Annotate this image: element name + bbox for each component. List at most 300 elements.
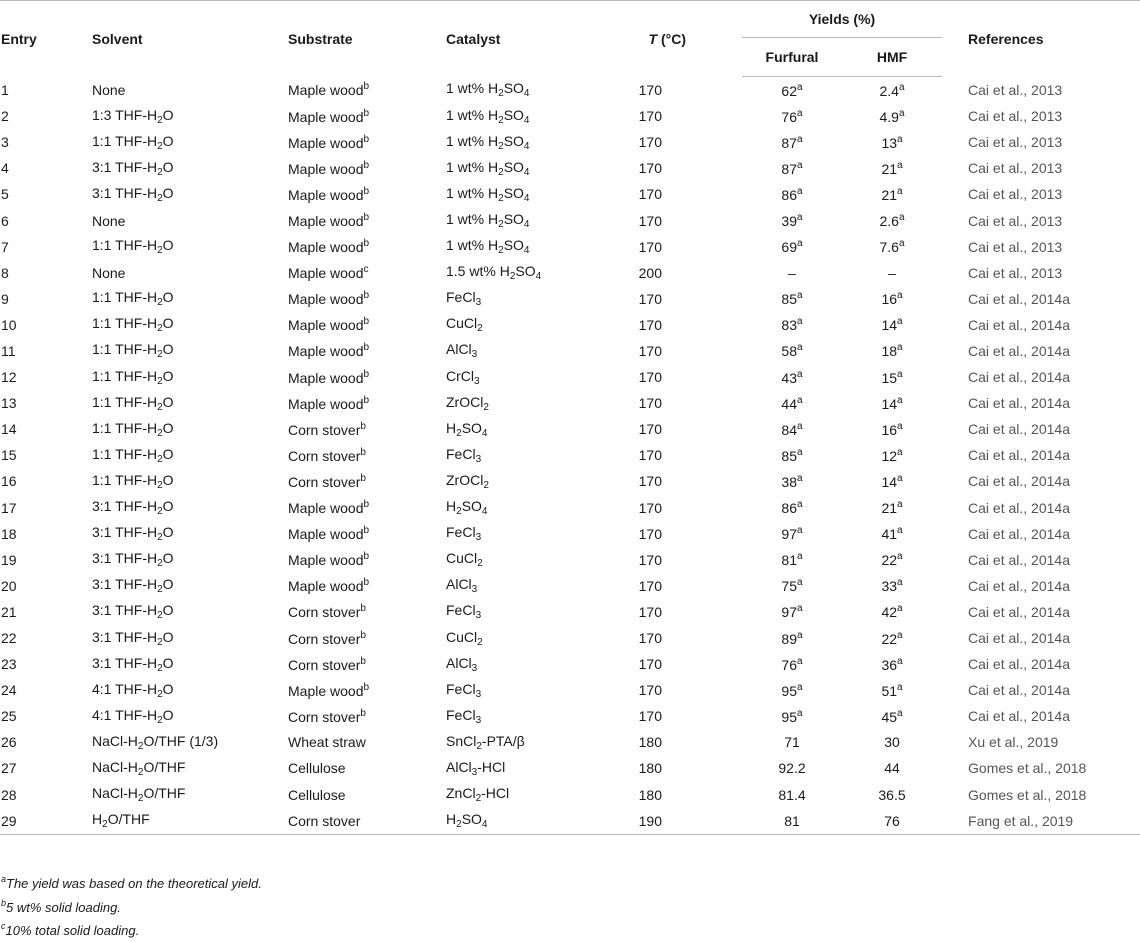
solvent-text: NaCl-H	[92, 732, 138, 749]
substrate-footnote-mark: b	[363, 316, 370, 328]
cell-entry: 27	[1, 760, 17, 777]
catalyst-subscript: 2	[477, 558, 483, 570]
catalyst-subscript: 4	[523, 140, 530, 152]
cell-hmf	[842, 129, 942, 155]
solvent-text: None	[92, 264, 126, 281]
cell-temperature: 170	[638, 682, 662, 699]
catalyst-tail: -PTA/β	[481, 732, 525, 749]
catalyst-tail: SO	[503, 132, 524, 149]
solvent-subscript: 2	[157, 453, 163, 465]
furfural-value: 44	[781, 395, 797, 412]
catalyst-subscript: 2	[498, 114, 504, 126]
catalyst-subscript: 3	[474, 375, 480, 387]
catalyst-tail: SO	[503, 158, 524, 175]
cell-entry: 10	[1, 316, 17, 333]
cell-furfural	[742, 468, 842, 494]
solvent-text: 3:1 THF-H	[92, 158, 158, 175]
solvent-tail: O	[162, 315, 174, 332]
hmf-value: 4.9	[879, 108, 899, 125]
substrate-text: Corn stover	[288, 630, 361, 647]
solvent-tail: O	[162, 576, 174, 593]
table-row	[0, 103, 1140, 129]
substrate-text: Corn stover	[288, 447, 361, 464]
catalyst-subscript: 2	[477, 323, 483, 335]
cell-reference: Cai et al., 2014a	[968, 369, 1070, 386]
cell-entry: 3	[1, 134, 9, 151]
cell-furfural	[742, 234, 842, 260]
furfural-footnote-mark: a	[797, 420, 803, 432]
catalyst-tail: SO	[515, 263, 536, 280]
cell-temperature: 170	[638, 525, 662, 542]
solvent-subscript: 2	[157, 323, 163, 335]
furfural-footnote-mark: a	[797, 577, 803, 589]
catalyst-subscript: 2	[456, 819, 462, 831]
furfural-footnote-mark: a	[797, 81, 803, 93]
furfural-value: 84	[781, 421, 797, 438]
cell-hmf	[842, 729, 942, 755]
cell-temperature: 170	[638, 395, 662, 412]
cell-hmf	[842, 755, 942, 781]
cell-temperature: 170	[638, 108, 662, 125]
solvent-text: 3:1 THF-H	[92, 654, 158, 671]
substrate-footnote-mark: b	[363, 212, 370, 224]
furfural-value: 62	[781, 82, 797, 99]
furfural-value: 38	[781, 473, 797, 490]
solvent-text: 4:1 THF-H	[92, 680, 158, 697]
temp-symbol: T	[648, 30, 658, 47]
cell-entry: 17	[1, 499, 17, 516]
furfural-footnote-mark: a	[797, 707, 803, 719]
catalyst-subscript: 2	[498, 219, 504, 231]
hmf-value: 15	[881, 369, 898, 386]
cell-substrate	[288, 521, 446, 547]
hmf-footnote-mark: a	[897, 159, 903, 171]
catalyst-text: FeCl	[446, 706, 476, 723]
substrate-text: Maple wood	[288, 369, 364, 386]
substrate-text: Maple wood	[288, 291, 364, 308]
furfural-footnote-mark: a	[797, 472, 803, 484]
cell-catalyst	[446, 547, 586, 573]
cell-catalyst	[446, 599, 586, 625]
cell-substrate	[288, 207, 446, 233]
cell-entry: 22	[1, 630, 17, 647]
cell-catalyst	[446, 77, 586, 104]
furfural-footnote-mark: a	[797, 525, 803, 537]
cell-hmf	[842, 390, 942, 416]
catalyst-text: ZrOCl	[446, 393, 484, 410]
cell-reference: Cai et al., 2013	[968, 134, 1063, 151]
hmf-value: 36.5	[878, 786, 906, 803]
cell-solvent	[92, 364, 288, 390]
solvent-subscript: 2	[157, 140, 163, 152]
cell-hmf	[842, 625, 942, 651]
hmf-footnote-mark: a	[897, 551, 903, 563]
cell-catalyst	[446, 260, 586, 286]
cell-solvent	[92, 677, 288, 703]
cell-solvent	[92, 103, 288, 129]
catalyst-text: CuCl	[446, 315, 478, 332]
cell-reference: Xu et al., 2019	[968, 734, 1059, 751]
catalyst-subscript: 4	[523, 192, 530, 204]
cell-furfural	[742, 155, 842, 181]
furfural-footnote-mark: a	[797, 133, 803, 145]
cell-solvent	[92, 390, 288, 416]
cell-solvent	[92, 129, 288, 155]
solvent-tail: O	[162, 706, 174, 723]
cell-solvent	[92, 312, 288, 338]
hmf-value: 14	[881, 395, 898, 412]
cell-hmf	[842, 416, 942, 442]
substrate-footnote-mark: b	[363, 133, 370, 145]
cell-solvent	[92, 547, 288, 573]
catalyst-text: SnCl	[446, 732, 477, 749]
solvent-text: 1:1 THF-H	[92, 419, 158, 436]
cell-solvent	[92, 573, 288, 599]
cell-temperature: 180	[638, 786, 662, 803]
substrate-footnote-mark: b	[363, 681, 370, 693]
cell-furfural	[742, 286, 842, 312]
solvent-subscript: 2	[157, 532, 163, 544]
cell-hmf	[842, 782, 942, 808]
cell-furfural	[742, 129, 842, 155]
substrate-footnote-mark: b	[363, 342, 370, 354]
substrate-footnote-mark: b	[363, 394, 370, 406]
cell-hmf	[842, 181, 942, 207]
hmf-value: 22	[881, 630, 898, 647]
solvent-subscript: 2	[157, 166, 163, 178]
cell-catalyst	[446, 364, 586, 390]
catalyst-subscript: 4	[481, 506, 488, 518]
cell-hmf	[842, 468, 942, 494]
furfural-footnote-mark: a	[797, 159, 803, 171]
cell-solvent	[92, 181, 288, 207]
cell-reference: Cai et al., 2014a	[968, 395, 1070, 412]
cell-temperature: 170	[638, 212, 662, 229]
cell-reference: Cai et al., 2013	[968, 108, 1063, 125]
solvent-tail: O	[162, 419, 174, 436]
solvent-tail: O	[162, 498, 174, 515]
cell-furfural	[742, 103, 842, 129]
furfural-value: 95	[781, 682, 797, 699]
hmf-footnote-mark: a	[898, 212, 905, 224]
solvent-text: 1:1 THF-H	[92, 445, 158, 462]
catalyst-subscript: 3	[475, 610, 482, 622]
catalyst-text: H	[446, 811, 457, 828]
catalyst-tail: SO	[503, 80, 524, 97]
hmf-value: 30	[884, 734, 900, 751]
hmf-value: 16	[881, 421, 898, 438]
cell-furfural	[742, 521, 842, 547]
solvent-subscript: 2	[157, 714, 163, 726]
hmf-footnote-mark: a	[897, 342, 903, 354]
hmf-footnote-mark: a	[897, 472, 903, 484]
solvent-subscript: 2	[157, 479, 163, 491]
cell-solvent	[92, 442, 288, 468]
cell-catalyst	[446, 442, 586, 468]
cell-entry: 12	[1, 369, 17, 386]
hmf-footnote-mark: a	[897, 577, 903, 589]
cell-hmf	[842, 207, 942, 233]
cell-catalyst	[446, 468, 586, 494]
substrate-text: Corn stover	[288, 604, 361, 621]
solvent-subscript: 2	[157, 245, 163, 257]
hmf-value: 45	[881, 708, 898, 725]
hmf-value: 44	[884, 760, 900, 777]
solvent-text: 4:1 THF-H	[92, 706, 158, 723]
cell-catalyst	[446, 286, 586, 312]
cell-reference: Cai et al., 2014a	[968, 656, 1070, 673]
hmf-value: 14	[881, 317, 898, 334]
catalyst-text: AlCl	[446, 654, 472, 671]
solvent-text: 1:1 THF-H	[92, 367, 158, 384]
cell-reference: Cai et al., 2013	[968, 212, 1063, 229]
cell-catalyst	[446, 181, 586, 207]
footnote	[1, 894, 262, 918]
substrate-text: Corn stover	[288, 421, 361, 438]
substrate-text: Maple wood	[288, 108, 364, 125]
yields-label: Yields (%)	[808, 11, 876, 27]
substrate-footnote-mark: b	[360, 603, 366, 615]
cell-entry: 28	[1, 786, 17, 803]
cell-entry: 1	[1, 81, 9, 98]
cell-entry: 19	[1, 551, 17, 568]
solvent-tail: O	[162, 367, 174, 384]
hmf-value: 2.6	[879, 213, 899, 230]
solvent-subscript: 2	[157, 297, 163, 309]
cell-entry: 5	[1, 186, 9, 203]
header-temperature	[586, 1, 742, 77]
cell-catalyst	[446, 207, 586, 233]
substrate-text: Corn stover	[288, 656, 361, 673]
cell-catalyst	[446, 521, 586, 547]
catalyst-subscript: 3	[471, 349, 478, 361]
cell-reference: Cai et al., 2014a	[968, 551, 1070, 568]
substrate-text: Maple wood	[288, 317, 364, 334]
hmf-footnote-mark: a	[898, 238, 905, 250]
table-row	[0, 260, 1140, 286]
footnote	[1, 870, 262, 894]
cell-furfural	[742, 312, 842, 338]
furfural-value: 86	[781, 186, 797, 203]
solvent-tail: O	[162, 471, 174, 488]
table-row	[0, 207, 1140, 233]
solvent-subscript: 2	[157, 427, 163, 439]
cell-substrate	[288, 155, 446, 181]
hmf-footnote-mark: a	[897, 368, 903, 380]
hmf-footnote-mark: a	[897, 681, 903, 693]
catalyst-text: FeCl	[446, 289, 476, 306]
hmf-value: 51	[881, 682, 898, 699]
solvent-subscript: 2	[157, 558, 163, 570]
cell-catalyst	[446, 782, 586, 808]
cell-reference: Cai et al., 2014a	[968, 525, 1070, 542]
substrate-footnote-mark: b	[360, 446, 366, 458]
hmf-footnote-mark: a	[898, 81, 905, 93]
furfural-value: 85	[781, 447, 797, 464]
cell-temperature: 170	[638, 708, 662, 725]
cell-catalyst	[446, 495, 586, 521]
footnote-text: 10% total solid loading.	[5, 923, 140, 938]
furfural-footnote-mark: a	[797, 394, 803, 406]
cell-furfural	[742, 755, 842, 781]
catalyst-subscript: 3	[471, 766, 478, 778]
hmf-value: 22	[881, 552, 898, 569]
solvent-subscript: 2	[157, 688, 163, 700]
furfural-value: 75	[781, 578, 797, 595]
cell-solvent	[92, 521, 288, 547]
cell-entry: 13	[1, 395, 17, 412]
cell-furfural	[742, 782, 842, 808]
substrate-text: Corn stover	[288, 708, 361, 725]
furfural-value: 97	[781, 604, 797, 621]
cell-reference: Cai et al., 2014a	[968, 342, 1070, 359]
cell-solvent	[92, 207, 288, 233]
cell-substrate	[288, 442, 446, 468]
substrate-text: Cellulose	[288, 760, 346, 777]
cell-furfural	[742, 77, 842, 104]
cell-temperature: 170	[638, 499, 662, 516]
cell-solvent	[92, 651, 288, 677]
hmf-footnote-mark: a	[898, 107, 905, 119]
cell-temperature: 170	[638, 630, 662, 647]
solvent-text: 3:1 THF-H	[92, 184, 158, 201]
substrate-footnote-mark: b	[363, 577, 370, 589]
cell-furfural	[742, 364, 842, 390]
substrate-text: Maple wood	[288, 682, 364, 699]
table-row	[0, 573, 1140, 599]
catalyst-text: ZnCl	[446, 785, 476, 802]
cell-catalyst	[446, 390, 586, 416]
catalyst-subscript: 4	[523, 245, 530, 257]
hmf-footnote-mark: a	[897, 133, 903, 145]
catalyst-subscript: 2	[477, 636, 483, 648]
substrate-footnote-mark: b	[360, 420, 366, 432]
furfural-value: 95	[781, 708, 797, 725]
cell-temperature: 170	[638, 160, 662, 177]
solvent-text: NaCl-H	[92, 785, 138, 802]
catalyst-tail: SO	[503, 237, 524, 254]
catalyst-subscript: 2	[483, 479, 489, 491]
cell-solvent	[92, 808, 288, 835]
substrate-text: Maple wood	[288, 239, 364, 256]
table-row	[0, 77, 1140, 104]
furfural-footnote-mark: a	[797, 342, 803, 354]
cell-substrate	[288, 416, 446, 442]
cell-hmf	[842, 155, 942, 181]
cell-furfural	[742, 181, 842, 207]
cell-catalyst	[446, 573, 586, 599]
hmf-footnote-mark: a	[897, 290, 903, 302]
solvent-subscript: 2	[157, 636, 163, 648]
furfural-value: 76	[781, 656, 797, 673]
substrate-footnote-mark: c	[363, 264, 369, 276]
solvent-tail: O	[162, 680, 174, 697]
substrate-footnote-mark: b	[363, 499, 370, 511]
cell-solvent	[92, 260, 288, 286]
solvent-text: None	[92, 212, 126, 229]
table-row	[0, 338, 1140, 364]
cell-solvent	[92, 625, 288, 651]
substrate-footnote-mark: b	[363, 107, 370, 119]
catalyst-text: FeCl	[446, 524, 476, 541]
cell-catalyst	[446, 234, 586, 260]
solvent-tail: O	[162, 602, 174, 619]
hmf-value: 14	[881, 473, 898, 490]
cell-hmf	[842, 521, 942, 547]
table-row	[0, 312, 1140, 338]
solvent-tail: O	[162, 289, 174, 306]
cell-furfural	[742, 573, 842, 599]
catalyst-text: 1 wt% H	[446, 184, 499, 201]
cell-solvent	[92, 416, 288, 442]
substrate-text: Maple wood	[288, 82, 364, 99]
cell-temperature: 170	[638, 577, 662, 594]
catalyst-text: H	[446, 419, 457, 436]
substrate-text: Maple wood	[288, 578, 364, 595]
furfural-footnote-mark: a	[797, 681, 803, 693]
cell-furfural	[742, 547, 842, 573]
solvent-tail: O	[162, 184, 174, 201]
cell-hmf	[842, 573, 942, 599]
cell-reference: Cai et al., 2014a	[968, 577, 1070, 594]
substrate-footnote-mark: b	[363, 525, 370, 537]
table-row	[0, 782, 1140, 808]
cell-substrate	[288, 390, 446, 416]
solvent-tail: O	[162, 524, 174, 541]
solvent-subscript: 2	[157, 610, 163, 622]
hmf-footnote-mark: a	[897, 629, 903, 641]
cell-temperature: 170	[638, 656, 662, 673]
furfural-value: –	[788, 264, 796, 281]
furfural-footnote-mark: a	[797, 629, 803, 641]
cell-catalyst	[446, 129, 586, 155]
solvent-tail: O/THF	[107, 811, 150, 828]
substrate-text: Maple wood	[288, 265, 364, 282]
solvent-tail: O	[162, 550, 174, 567]
hmf-footnote-mark: a	[897, 707, 903, 719]
cell-temperature: 170	[638, 290, 662, 307]
cell-reference: Cai et al., 2014a	[968, 421, 1070, 438]
cell-reference: Cai et al., 2013	[968, 264, 1063, 281]
cell-furfural	[742, 651, 842, 677]
catalyst-text: CuCl	[446, 628, 478, 645]
solvent-text: 3:1 THF-H	[92, 602, 158, 619]
catalyst-subscript: 4	[523, 114, 530, 126]
catalyst-subscript: 3	[475, 453, 482, 465]
footnote-text: 5 wt% solid loading.	[6, 899, 121, 915]
furfural-value: 83	[781, 317, 797, 334]
cell-substrate	[288, 129, 446, 155]
hmf-footnote-mark: a	[897, 655, 903, 667]
cell-temperature: 170	[638, 238, 662, 255]
cell-entry: 26	[1, 734, 17, 751]
solvent-tail: O/THF	[143, 758, 186, 775]
catalyst-text: CuCl	[446, 550, 478, 567]
solvent-text: 1:1 THF-H	[92, 237, 158, 254]
catalyst-text: CrCl	[446, 367, 474, 384]
catalyst-subscript: 2	[483, 401, 489, 413]
furfural-footnote-mark: a	[797, 446, 803, 458]
solvent-text: 1:1 THF-H	[92, 315, 158, 332]
cell-solvent	[92, 338, 288, 364]
hmf-value: 13	[881, 134, 898, 151]
cell-catalyst	[446, 651, 586, 677]
catalyst-subscript: 3	[475, 714, 482, 726]
cell-furfural	[742, 442, 842, 468]
catalyst-text: 1 wt% H	[446, 106, 499, 123]
hmf-footnote-mark: a	[897, 499, 903, 511]
hmf-value: 33	[881, 578, 898, 595]
